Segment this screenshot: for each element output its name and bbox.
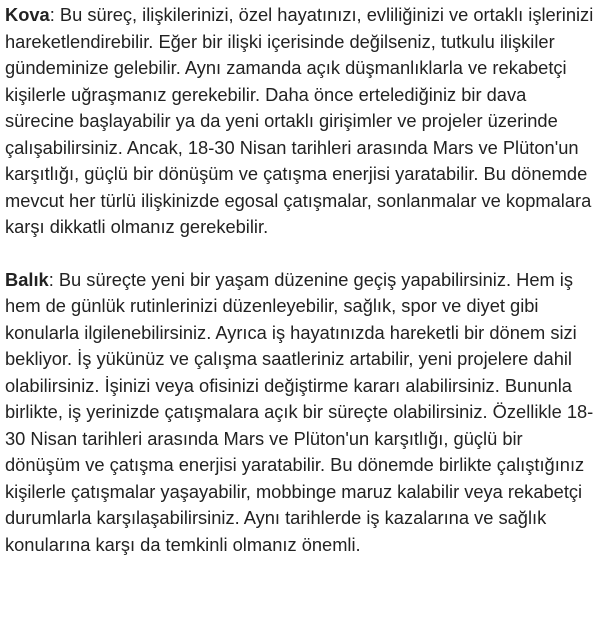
sign-name-kova: Kova [5,4,50,25]
entry-text-balik: : Bu süreçte yeni bir yaşam düzenine geçiş yapabilirsiniz. Hem iş hem de günlük rutinlerinizi düzenleyebilir, sağlık, spor ve diyet gibi konularla ilgilenebilirsiniz. Ayrıca iş hayatınızda hareketli bir dönem sizi bekliyor. İş yükünüz ve çalışma saatleriniz artabilir, yeni projelere dahil olabilirsiniz. İşinizi veya ofisinizi değiştirme kararı alabilirsiniz. Bununla birlikte, iş yerinizde çatışmalara açık bir süreçte olabilirsiniz. Özellikle 18-30 Nisan tarihleri arasında Mars ve Plüton'un karşıtlığı, güçlü bir dönüşüm ve çatışma enerjisi yaratabilir. Bu dönemde birlikte çalıştığınız kişilerle çatışmalar yaşayabilir, mobbinge maruz kalabilir veya rekabetçi durumlarla karşılaşabilirsiniz. Aynı tarihlerde iş kazalarına ve sağlık konularına karşı da temkinli olmanız önemli. [5,268,594,555]
sign-name-balik: Balık [5,268,49,290]
entry-text-kova: : Bu süreç, ilişkilerinizi, özel hayatınızı, evliliğinizi ve ortaklı işlerinizi hareketlendirebilir. Eğer bir ilişki içerisinde değilseniz, tutkulu ilişkiler gündeminize gelebilir. Aynı zamanda açık düşmanlıklarla ve rekabetçi kişilerle uğraşmanız gerekebilir. Daha önce ertelediğiniz bir dava sürecine başlayabilir ya da yeni ortaklı girişimler ve projeler üzerinde çalışabilirsiniz. Ancak, 18-30 Nisan tarihleri arasında Mars ve Plüton'un karşıtlığı, güçlü bir dönüşüm ve çatışma enerjisi yaratabilir. Bu dönemde mevcut her türlü ilişkinizde egosal çatışmalar, sonlanmalar ve kopmalara karşı dikkatli olmanız gerekebilir. [5,4,594,237]
horoscope-entry-kova [5,2,597,241]
horoscope-entry-balik [5,267,597,559]
